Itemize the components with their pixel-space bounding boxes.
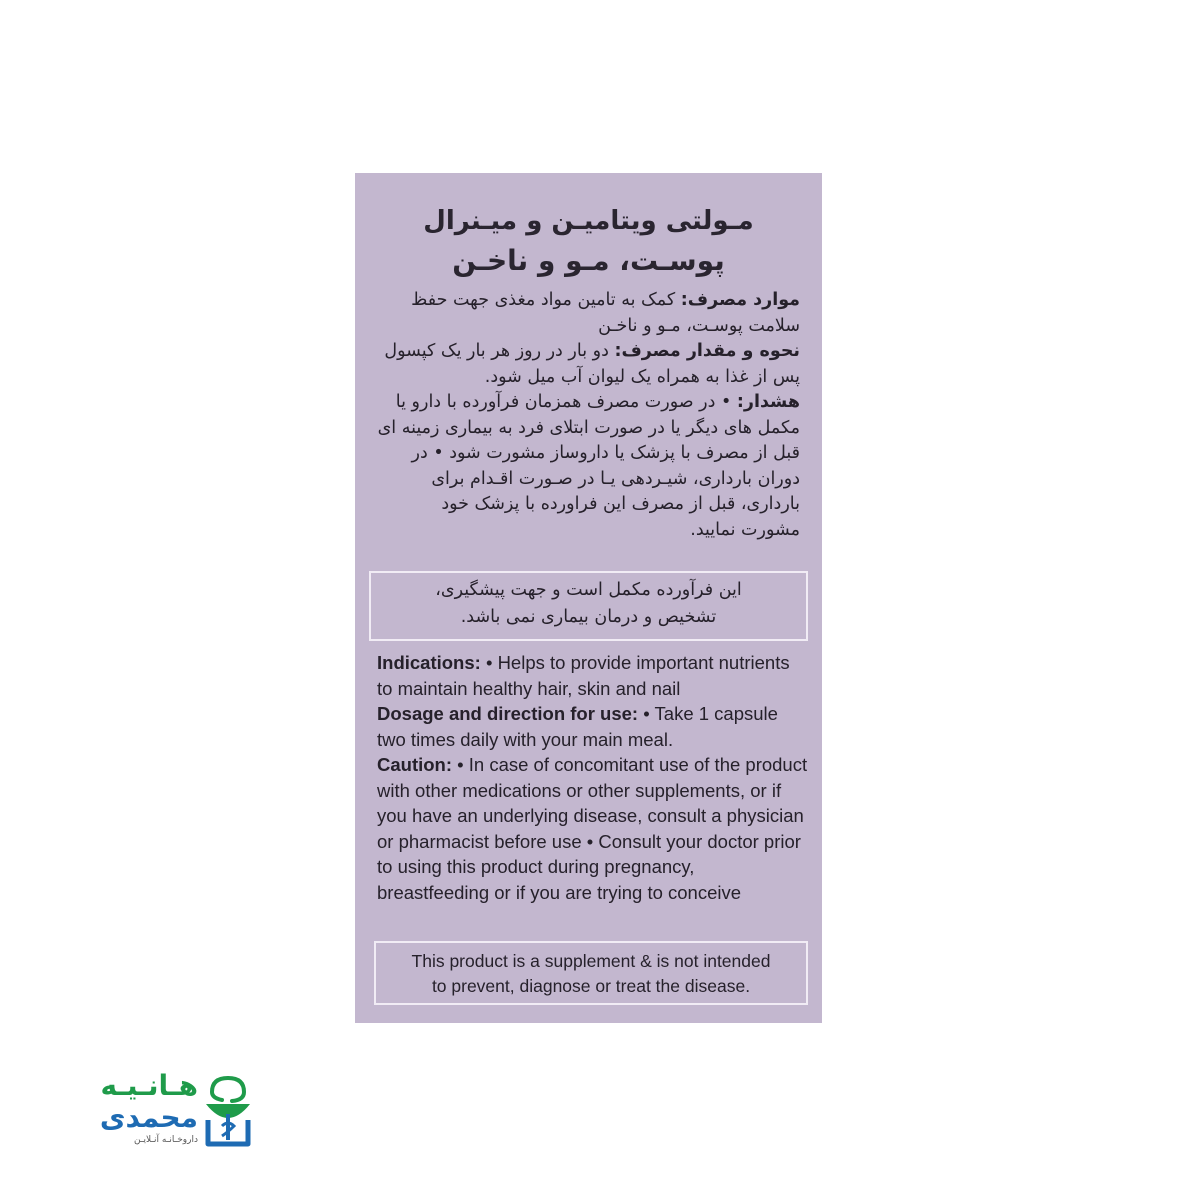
pharmacy-bowl-icon: [200, 1074, 256, 1150]
english-notice-line2: to prevent, diagnose or treat the disease.: [431, 976, 751, 996]
english-caution-label: Caution:: [377, 754, 453, 775]
pharmacy-logo[interactable]: [56, 1070, 256, 1150]
persian-notice-line2: تشخیص و درمان بیماری نمی باشد.: [460, 607, 717, 627]
persian-indications-label: موارد مصرف:: [680, 290, 800, 310]
english-body: [377, 650, 808, 905]
persian-indications: [377, 288, 800, 339]
product-label: [355, 173, 822, 1023]
persian-title-line2: پوسـت، مـو و ناخـن: [452, 244, 725, 277]
logo-line2: محمدی: [99, 1101, 198, 1134]
logo-text: [58, 1070, 198, 1146]
persian-dosage-label: نحوه و مقدار مصرف:: [614, 341, 800, 361]
persian-caution: [377, 390, 800, 543]
persian-body: [377, 288, 800, 543]
persian-indications-text: کمک به تامین مواد مغذی جهت حفظ سلامت پوسـت، مـو و ناخـن: [411, 290, 800, 336]
english-notice-line1: This product is a supplement & is not intended: [411, 951, 771, 971]
english-dosage-text: • Take 1 capsule two times daily with your main meal.: [377, 703, 778, 750]
english-notice-box: [374, 941, 808, 1005]
english-indications: [377, 650, 808, 701]
persian-caution-label: هشدار:: [736, 392, 800, 412]
english-caution: [377, 752, 808, 905]
english-dosage: [377, 701, 808, 752]
persian-notice-box: [369, 571, 808, 641]
persian-dosage-text: دو بار در روز هر بار یک کپسول پس از غذا به همراه یک لیوان آب میل شود.: [384, 341, 800, 387]
english-caution-text: • In case of concomitant use of the product with other medications or other supplements, or if you have an underlying disease, consult a physician or pharmacist before use • Consult your doctor prior to using this product during pregnancy, breastfeeding or if you are trying to conceive: [377, 754, 808, 903]
logo-line3: داروخـانـه آنـلایـن: [134, 1135, 198, 1145]
english-indications-text: • Helps to provide important nutrients to maintain healthy hair, skin and nail: [377, 652, 790, 699]
persian-dosage: [377, 339, 800, 390]
persian-title: [375, 201, 802, 281]
english-indications-label: Indications:: [377, 652, 481, 673]
logo-line1: هـانـیـه: [100, 1069, 198, 1102]
persian-title-line1: مـولتی ویتامیـن و میـنرال: [423, 206, 754, 236]
persian-caution-text: • در صورت مصرف همزمان فرآورده با دارو یا مکمل های دیگر یا در صورت ابتلای فرد به بیماری زمینه ای قبل از مصرف با پزشک یا داروساز مشورت شود • در دوران بارداری، شیـردهی یـا در صـورت اقـدام برای بارداری، قبل از مصرف این فراورده با پزشک خود مشورت نمایید.: [377, 392, 800, 540]
persian-notice-line1: این فرآورده مکمل است و جهت پیشگیری،: [435, 580, 742, 600]
english-dosage-label: Dosage and direction for use:: [377, 703, 639, 724]
